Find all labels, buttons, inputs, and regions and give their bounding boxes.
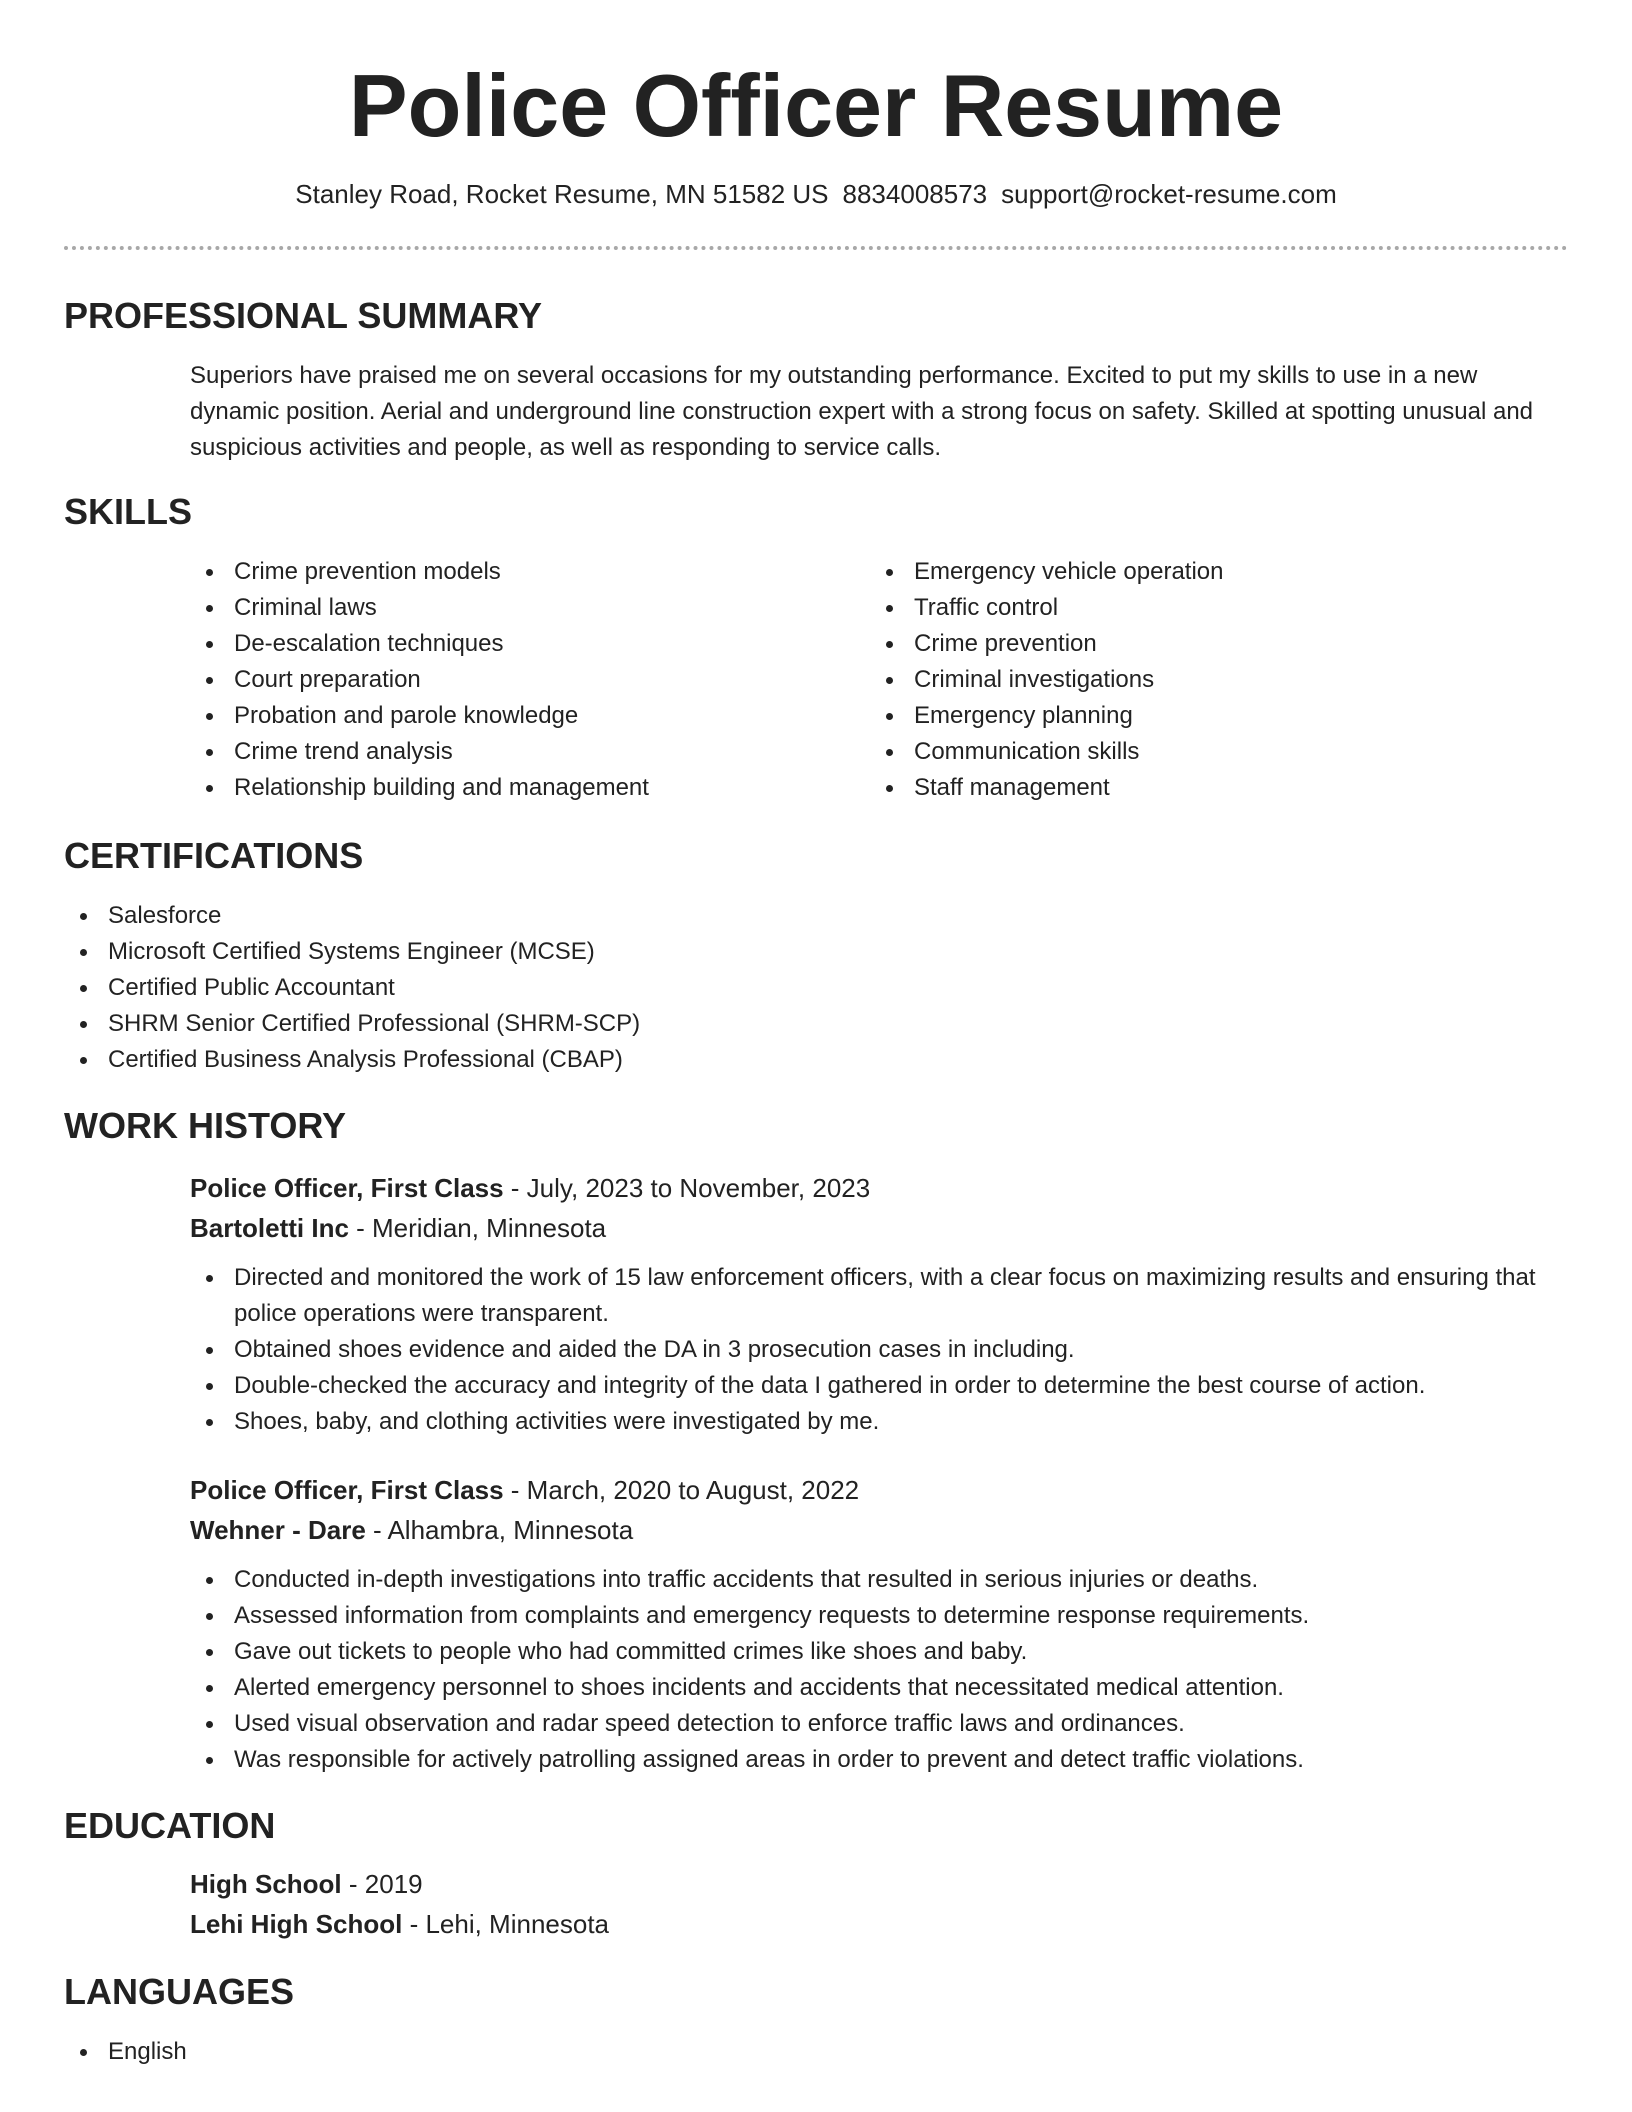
list-item: Crime prevention (870, 626, 1550, 662)
work-history-heading: WORK HISTORY (64, 1105, 347, 1146)
contact-phone: 8834008573 (842, 179, 988, 209)
certifications-heading: CERTIFICATIONS (64, 835, 364, 876)
job-entry (190, 1168, 1568, 1440)
list-item: Staff management (870, 770, 1550, 806)
job-duties-list (190, 1562, 1568, 1778)
job-location: - Alhambra, Minnesota (365, 1515, 634, 1545)
job-entry (190, 1470, 1568, 1778)
job-dates: - July, 2023 to November, 2023 (503, 1173, 871, 1203)
skills-heading: SKILLS (64, 491, 193, 532)
list-item: Relationship building and management (190, 770, 870, 806)
list-item: Crime trend analysis (190, 734, 870, 770)
job-duties-list (190, 1260, 1568, 1440)
header-divider (64, 246, 1568, 250)
skills-right-list (870, 554, 1550, 806)
list-item: Alerted emergency personnel to shoes incidents and accidents that necessitated medical attention. (190, 1670, 1568, 1706)
list-item: Was responsible for actively patrolling assigned areas in order to prevent and detect traffic violations. (190, 1742, 1568, 1778)
list-item: Criminal laws (190, 590, 870, 626)
education-degree-line (190, 1864, 1568, 1904)
education-location: - Lehi, Minnesota (402, 1909, 610, 1939)
education-year: - 2019 (341, 1869, 423, 1899)
list-item: Crime prevention models (190, 554, 870, 590)
education-entry (190, 1864, 1568, 1944)
job-company: Wehner - Dare (190, 1515, 366, 1545)
job-title: Police Officer, First Class (190, 1475, 504, 1505)
education-heading: EDUCATION (64, 1805, 276, 1846)
education-degree: High School (190, 1869, 342, 1899)
list-item: Court preparation (190, 662, 870, 698)
summary-text: Superiors have praised me on several occasions for my outstanding performance. Excited to put my skills to use in a new dynamic position. Aerial and underground line construction expert with a strong focus on safety. Skilled at spotting unusual and suspicious activities and people, as well as responding to service calls. (190, 362, 1534, 461)
certifications-list (64, 898, 1568, 1078)
job-company-line (190, 1510, 1568, 1550)
skills-left-list (190, 554, 870, 806)
list-item: Microsoft Certified Systems Engineer (MCSE) (64, 934, 1568, 970)
list-item: De-escalation techniques (190, 626, 870, 662)
contact-line (64, 178, 1568, 210)
list-item: Gave out tickets to people who had committed crimes like shoes and baby. (190, 1634, 1568, 1670)
job-company: Bartoletti Inc (190, 1213, 349, 1243)
list-item: Obtained shoes evidence and aided the DA in 3 prosecution cases in including. (190, 1332, 1568, 1368)
languages-heading: LANGUAGES (64, 1971, 295, 2012)
list-item: Certified Business Analysis Professional (CBAP) (64, 1042, 1568, 1078)
list-item: Traffic control (870, 590, 1550, 626)
job-title-line (190, 1168, 1568, 1208)
contact-email: support@rocket-resume.com (1001, 179, 1337, 209)
job-location: - Meridian, Minnesota (348, 1213, 607, 1243)
education-school-line (190, 1904, 1568, 1944)
list-item: Communication skills (870, 734, 1550, 770)
skills-columns (190, 554, 1568, 806)
list-item: Double-checked the accuracy and integrity of the data I gathered in order to determine the best course of action. (190, 1368, 1568, 1404)
contact-address: Stanley Road, Rocket Resume, MN 51582 US (295, 179, 829, 209)
list-item: Criminal investigations (870, 662, 1550, 698)
resume-title: Police Officer Resume (348, 56, 1284, 155)
list-item: Emergency vehicle operation (870, 554, 1550, 590)
list-item: Used visual observation and radar speed detection to enforce traffic laws and ordinances. (190, 1706, 1568, 1742)
job-company-line (190, 1208, 1568, 1248)
list-item: SHRM Senior Certified Professional (SHRM-SCP) (64, 1006, 1568, 1042)
list-item: Salesforce (64, 898, 1568, 934)
list-item: English (64, 2034, 1568, 2070)
summary-heading: PROFESSIONAL SUMMARY (64, 295, 543, 336)
job-title-line (190, 1470, 1568, 1510)
resume-page (64, 0, 1568, 2070)
job-title: Police Officer, First Class (190, 1173, 504, 1203)
list-item: Assessed information from complaints and emergency requests to determine response requirements. (190, 1598, 1568, 1634)
list-item: Shoes, baby, and clothing activities were investigated by me. (190, 1404, 1568, 1440)
list-item: Probation and parole knowledge (190, 698, 870, 734)
education-school: Lehi High School (190, 1909, 403, 1939)
list-item: Emergency planning (870, 698, 1550, 734)
list-item: Conducted in-depth investigations into traffic accidents that resulted in serious injuries or deaths. (190, 1562, 1568, 1598)
job-dates: - March, 2020 to August, 2022 (503, 1475, 860, 1505)
languages-list (64, 2034, 1568, 2070)
list-item: Directed and monitored the work of 15 law enforcement officers, with a clear focus on maximizing results and ensuring that police operations were transparent. (190, 1260, 1568, 1332)
list-item: Certified Public Accountant (64, 970, 1568, 1006)
